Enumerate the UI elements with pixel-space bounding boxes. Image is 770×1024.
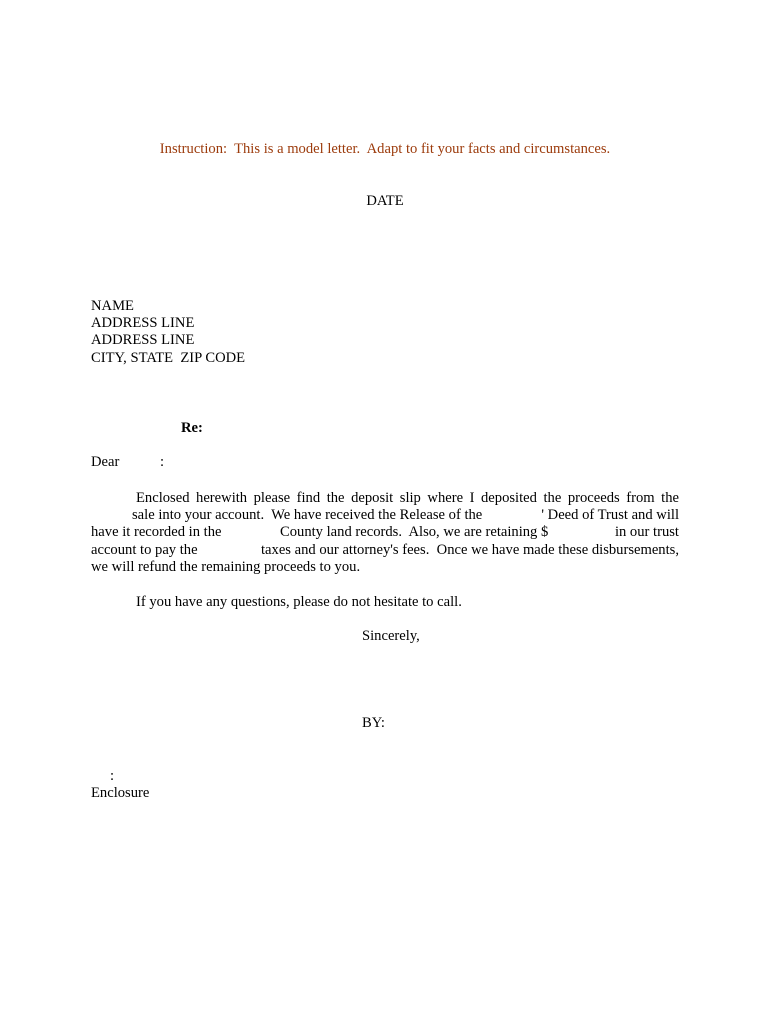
letter-date: DATE — [366, 193, 404, 209]
recipient-address-line-2: ADDRESS LINE — [91, 332, 195, 348]
body-line-2 — [91, 507, 679, 524]
instruction-note: Instruction: This is a model letter. Adapt to fit your facts and circumstances. — [159, 141, 611, 157]
closing-paragraph: If you have any questions, please do not hesitate to call. — [136, 594, 462, 610]
body-line-1 — [91, 490, 679, 507]
re-label: Re: — [181, 420, 203, 436]
body-line-1-text: Enclosed herewith please find the deposit slip where I deposited the proceeds from the — [136, 490, 679, 506]
body-line-2-part-b: ' Deed of Trust and will — [541, 507, 679, 523]
sincerely-closing: Sincerely, — [362, 628, 420, 644]
body-line-3-part-b: County land records. Also, we are retaining $ — [280, 524, 549, 540]
body-line-3 — [91, 524, 679, 541]
signature-by-label: BY: — [362, 715, 385, 731]
recipient-city-state-zip: CITY, STATE ZIP CODE — [91, 350, 246, 366]
body-line-5 — [91, 559, 679, 576]
recipient-address-line-1: ADDRESS LINE — [91, 315, 195, 331]
body-line-4-part-a: account to pay the — [91, 542, 198, 558]
body-line-2-part-a: sale into your account. We have received the Release of the — [132, 507, 483, 523]
body-line-3-part-a: have it recorded in the — [91, 524, 222, 540]
salutation-colon: : — [160, 454, 165, 470]
recipient-name: NAME — [91, 298, 134, 314]
enclosure-note: Enclosure — [91, 785, 150, 801]
body-line-4 — [91, 542, 679, 559]
enclosure-colon: : — [110, 768, 115, 784]
body-line-3-part-c: in our trust — [614, 524, 679, 540]
salutation-dear: Dear — [91, 454, 120, 470]
body-line-4-part-b: taxes and our attorney's fees. Once we have made these disbursements, — [260, 542, 679, 558]
body-line-5-text: we will refund the remaining proceeds to you. — [91, 559, 361, 575]
